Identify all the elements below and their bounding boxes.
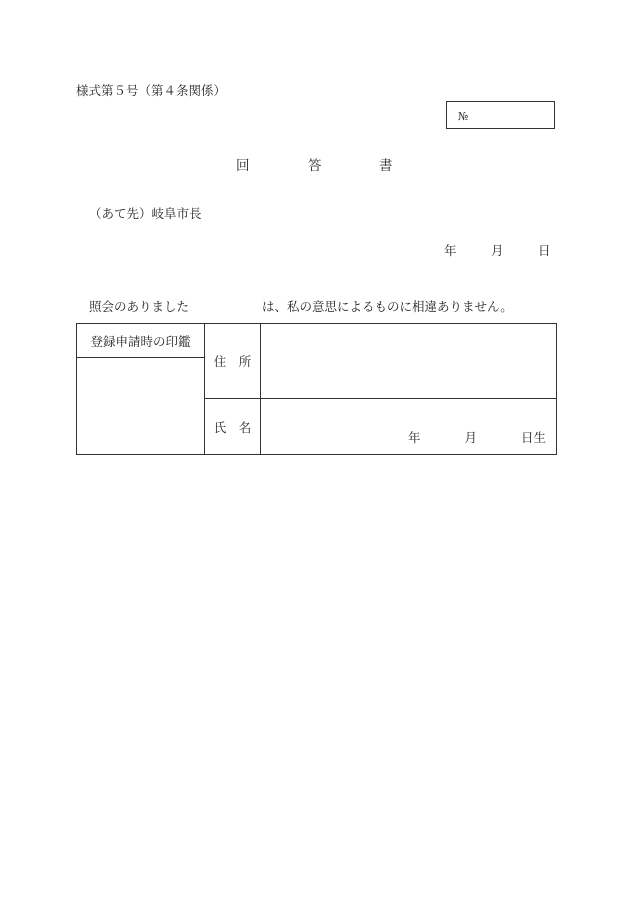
form-number: 様式第５号（第４条関係）: [76, 83, 227, 98]
date-year-label: 年: [444, 243, 457, 258]
title-char-1: 回: [236, 158, 250, 174]
seal-header: 登録申請時の印鑑: [90, 333, 191, 349]
address-label-cell: [205, 324, 261, 399]
applicant-table: [76, 323, 557, 455]
statement-prefix: 照会のありました: [89, 299, 190, 314]
birth-year-label: 年: [407, 430, 421, 445]
date-day-label: 日: [538, 243, 551, 258]
addressee: （あて先）岐阜市長: [89, 206, 202, 221]
name-label: 氏 名: [213, 419, 252, 435]
title-char-3: 書: [379, 158, 393, 174]
birthdate-labels: [368, 428, 546, 446]
number-label: №: [458, 110, 469, 123]
name-field[interactable]: [261, 399, 557, 455]
date-month-label: 月: [491, 243, 504, 258]
title-char-2: 答: [308, 158, 322, 174]
address-label: 住 所: [213, 354, 252, 369]
number-box[interactable]: [446, 101, 555, 129]
statement-suffix: は、私の意思によるものに相違ありません。: [262, 299, 513, 314]
birth-month-label: 月: [464, 430, 477, 445]
name-label-cell: [205, 399, 261, 455]
seal-field[interactable]: [77, 358, 205, 455]
address-field[interactable]: [261, 324, 557, 399]
seal-header-cell: [77, 324, 205, 358]
birth-day-label: 日生: [520, 430, 546, 445]
